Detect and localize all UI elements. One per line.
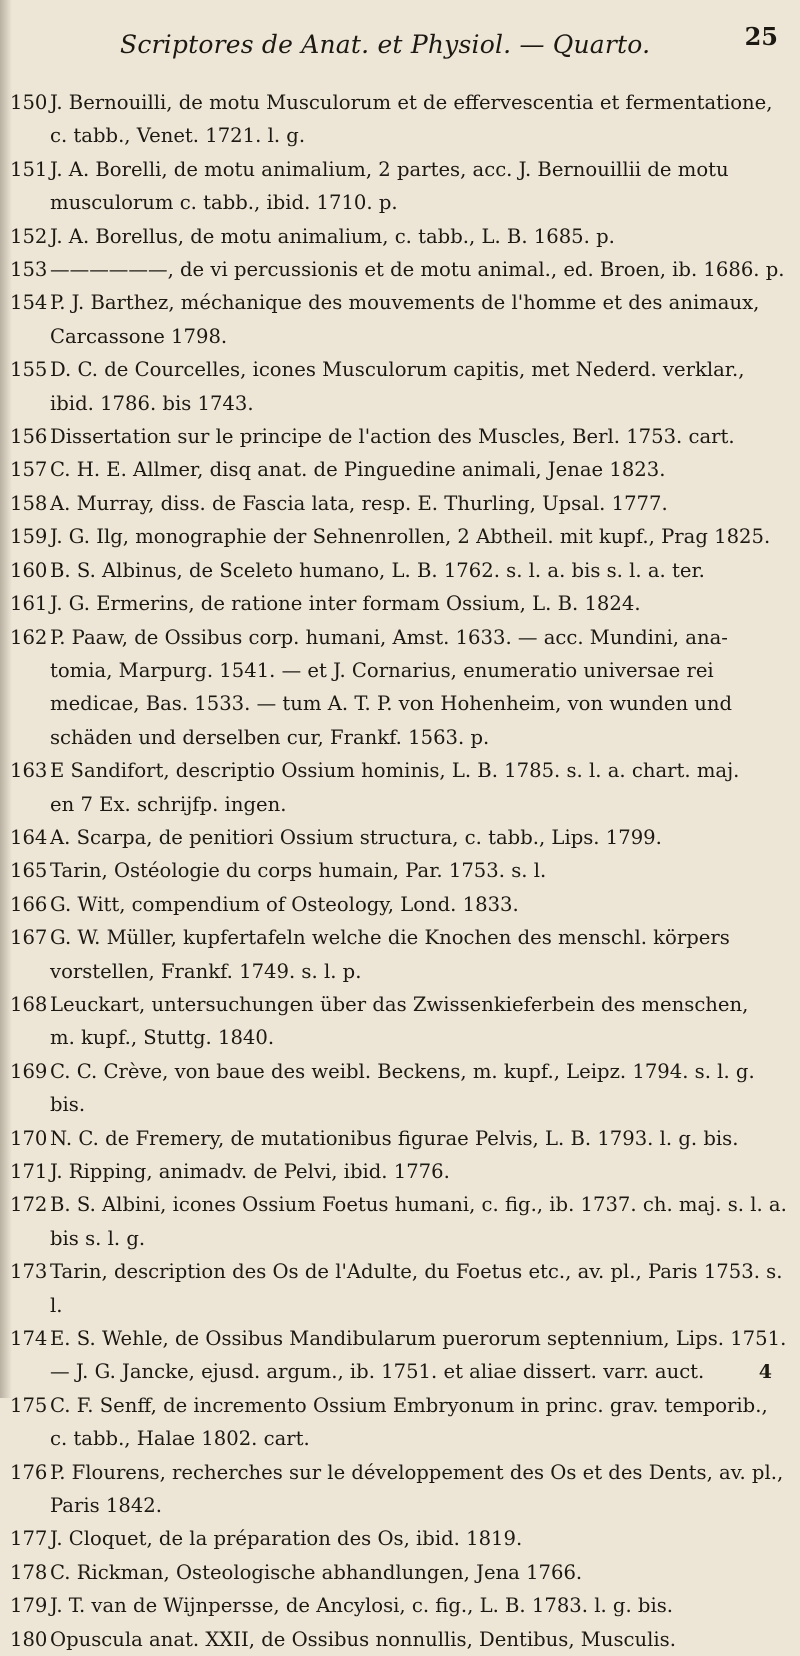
bibliography-entry	[8, 1255, 788, 1322]
entry-text-line: P. Flourens, recherches sur le développement des Os et des Dents, av. pl.,	[50, 1460, 784, 1484]
entry-text-line: P. Paaw, de Ossibus corp. humani, Amst. 1633. — acc. Mundini, ana-	[50, 625, 728, 649]
entry-number: 160	[10, 558, 48, 582]
entry-number: 176	[10, 1460, 48, 1484]
entry-text-line: G. W. Müller, kupfertafeln welche die Knochen des menschl. körpers	[50, 926, 730, 950]
entry-number: 153	[10, 258, 48, 282]
bibliography-entry	[8, 1556, 788, 1589]
entry-number: 177	[10, 1527, 48, 1551]
entry-text-line: vorstellen, Frankf. 1749. s. l. p.	[50, 959, 362, 983]
entry-text-line: ibid. 1786. bis 1743.	[50, 391, 254, 415]
bibliography-entry	[8, 86, 788, 153]
entry-text-line: C. F. Senff, de incremento Ossium Embryonum in princ. grav. temporib.,	[50, 1393, 768, 1417]
bibliography-list	[8, 86, 788, 1656]
entry-number: 164	[10, 825, 48, 849]
entry-text-line: c. tabb., Halae 1802. cart.	[50, 1427, 310, 1451]
entry-number: 170	[10, 1126, 48, 1150]
entry-text-line: A. Murray, diss. de Fascia lata, resp. E. Thurling, Upsal. 1777.	[50, 491, 668, 515]
entry-text-line: ——————, de vi percussionis et de motu animal., ed. Broen, ib. 1686. p.	[50, 258, 785, 282]
entry-text-line: Tarin, Ostéologie du corps humain, Par. 1753. s. l.	[50, 859, 547, 883]
page-number: 25	[744, 22, 778, 51]
running-title: Scriptores de Anat. et Physiol. — Quarto.	[120, 30, 651, 59]
entry-number: 166	[10, 892, 48, 916]
entry-number: 159	[10, 525, 48, 549]
bibliography-entry	[8, 1322, 788, 1389]
entry-number: 162	[10, 625, 48, 649]
bibliography-entry	[8, 1389, 788, 1456]
entry-text-line: D. C. de Courcelles, icones Musculorum capitis, met Nederd. verklar.,	[50, 358, 745, 382]
entry-text-line: schäden und derselben cur, Frankf. 1563. p.	[50, 725, 490, 749]
entry-number: 161	[10, 592, 48, 616]
bibliography-entry	[8, 554, 788, 587]
entry-number: 175	[10, 1393, 48, 1417]
entry-number: 179	[10, 1594, 48, 1618]
entry-text-line: Paris 1842.	[50, 1494, 162, 1518]
entry-number: 155	[10, 358, 48, 382]
bibliography-entry	[8, 854, 788, 887]
entry-number: 165	[10, 859, 48, 883]
entry-text-line: G. Witt, compendium of Osteology, Lond. 1833.	[50, 892, 519, 916]
bibliography-entry	[8, 821, 788, 854]
entry-text-line: J. G. Ilg, monographie der Sehnenrollen, 2 Abtheil. mit kupf., Prag 1825.	[50, 525, 771, 549]
entry-text-line: P. J. Barthez, méchanique des mouvements de l'homme et des animaux,	[50, 291, 760, 315]
bibliography-entry	[8, 487, 788, 520]
entry-text-line: m. kupf., Stuttg. 1840.	[50, 1026, 275, 1050]
entry-number: 174	[10, 1327, 48, 1351]
entry-number: 178	[10, 1560, 48, 1584]
bibliography-entry	[8, 220, 788, 253]
bibliography-entry	[8, 1155, 788, 1188]
bibliography-entry	[8, 1623, 788, 1656]
bibliography-entry	[8, 1122, 788, 1155]
entry-text-line: C. H. E. Allmer, disq anat. de Pinguedine animali, Jenae 1823.	[50, 458, 666, 482]
entry-number: 151	[10, 157, 48, 181]
bibliography-entry	[8, 921, 788, 988]
entry-number: 156	[10, 425, 48, 449]
entry-number: 168	[10, 992, 48, 1016]
entry-text-line: tomia, Marpurg. 1541. — et J. Cornarius, enumeratio universae rei	[50, 658, 714, 682]
page-header	[0, 12, 800, 62]
entry-text-line: C. Rickman, Osteologische abhandlungen, Jena 1766.	[50, 1560, 583, 1584]
bibliography-entry	[8, 153, 788, 220]
bibliography-entry	[8, 1589, 788, 1622]
catchword: 4	[758, 1361, 772, 1383]
entry-text-line: J. G. Ermerins, de ratione inter formam Ossium, L. B. 1824.	[50, 592, 641, 616]
bibliography-entry	[8, 420, 788, 453]
entry-text-line: J. Bernouilli, de motu Musculorum et de effervescentia et fermentatione,	[50, 91, 773, 114]
entry-number: 173	[10, 1260, 48, 1284]
entry-text-line: N. C. de Fremery, de mutationibus figurae Pelvis, L. B. 1793. l. g. bis.	[50, 1126, 739, 1150]
bibliography-entry	[8, 1055, 788, 1122]
entry-text-line: bis s. l. g.	[50, 1226, 146, 1250]
entry-number: 158	[10, 491, 48, 515]
entry-text-line: C. C. Crève, von baue des weibl. Beckens, m. kupf., Leipz. 1794. s. l. g. bis.	[50, 1059, 761, 1117]
entry-text-line: — J. G. Jancke, ejusd. argum., ib. 1751. et aliae dissert. varr. auct.	[50, 1360, 705, 1384]
entry-text-line: B. S. Albinus, de Sceleto humano, L. B. 1762. s. l. a. bis s. l. a. ter.	[50, 558, 705, 582]
entry-number: 154	[10, 291, 48, 315]
entry-text-line: medicae, Bas. 1533. — tum A. T. P. von Hohenheim, von wunden und	[50, 692, 733, 716]
entry-number: 157	[10, 458, 48, 482]
entry-text-line: J. A. Borellus, de motu animalium, c. tabb., L. B. 1685. p.	[50, 224, 615, 248]
entry-text-line: J. T. van de Wijnpersse, de Ancylosi, c. fig., L. B. 1783. l. g. bis.	[50, 1594, 674, 1618]
entry-text-line: E. S. Wehle, de Ossibus Mandibularum puerorum septennium, Lips. 1751.	[50, 1327, 787, 1351]
bibliography-entry	[8, 1456, 788, 1523]
entry-text-line: A. Scarpa, de penitiori Ossium structura, c. tabb., Lips. 1799.	[50, 825, 662, 849]
entry-text-line: Carcassone 1798.	[50, 324, 228, 348]
bibliography-entry	[8, 1188, 788, 1255]
bibliography-entry	[8, 520, 788, 553]
entry-text-line: Opuscula anat. XXII, de Ossibus nonnullis, Dentibus, Musculis.	[50, 1627, 676, 1651]
bibliography-entry	[8, 587, 788, 620]
entry-number: 172	[10, 1193, 48, 1217]
bibliography-entry	[8, 1522, 788, 1555]
entry-text-line: J. A. Borelli, de motu animalium, 2 partes, acc. J. Bernouillii de motu	[50, 157, 729, 181]
entry-text-line: Tarin, description des Os de l'Adulte, du Foetus etc., av. pl., Paris 1753. s. l.	[50, 1260, 789, 1317]
entry-text-line: J. Cloquet, de la préparation des Os, ibid. 1819.	[50, 1527, 523, 1551]
bibliography-entry	[8, 988, 788, 1055]
entry-number: 171	[10, 1160, 48, 1183]
entry-text-line: E Sandifort, descriptio Ossium hominis, L. B. 1785. s. l. a. chart. maj.	[50, 759, 740, 783]
bibliography-entry	[8, 754, 788, 821]
entry-number: 169	[10, 1059, 48, 1083]
entry-number: 152	[10, 224, 48, 248]
entry-text-line: en 7 Ex. schrijfp. ingen.	[50, 792, 287, 816]
entry-number: 180	[10, 1627, 48, 1651]
bibliography-entry	[8, 253, 788, 286]
entry-text-line: c. tabb., Venet. 1721. l. g.	[50, 124, 306, 148]
entry-number: 150	[10, 91, 48, 114]
entry-text-line: J. Ripping, animadv. de Pelvi, ibid. 1776.	[50, 1160, 450, 1183]
entry-number: 163	[10, 759, 48, 783]
entry-text-line: musculorum c. tabb., ibid. 1710. p.	[50, 191, 398, 215]
entry-text-line: Dissertation sur le principe de l'action des Muscles, Berl. 1753. cart.	[50, 425, 735, 449]
bibliography-entry	[8, 353, 788, 420]
entry-text-line: Leuckart, untersuchungen über das Zwissenkieferbein des menschen,	[50, 992, 749, 1016]
bibliography-entry	[8, 621, 788, 755]
bibliography-entry	[8, 286, 788, 353]
entry-number: 167	[10, 926, 48, 950]
bibliography-entry	[8, 888, 788, 921]
entry-text-line: B. S. Albini, icones Ossium Foetus humani, c. fig., ib. 1737. ch. maj. s. l. a.	[50, 1193, 787, 1217]
bibliography-entry	[8, 453, 788, 486]
